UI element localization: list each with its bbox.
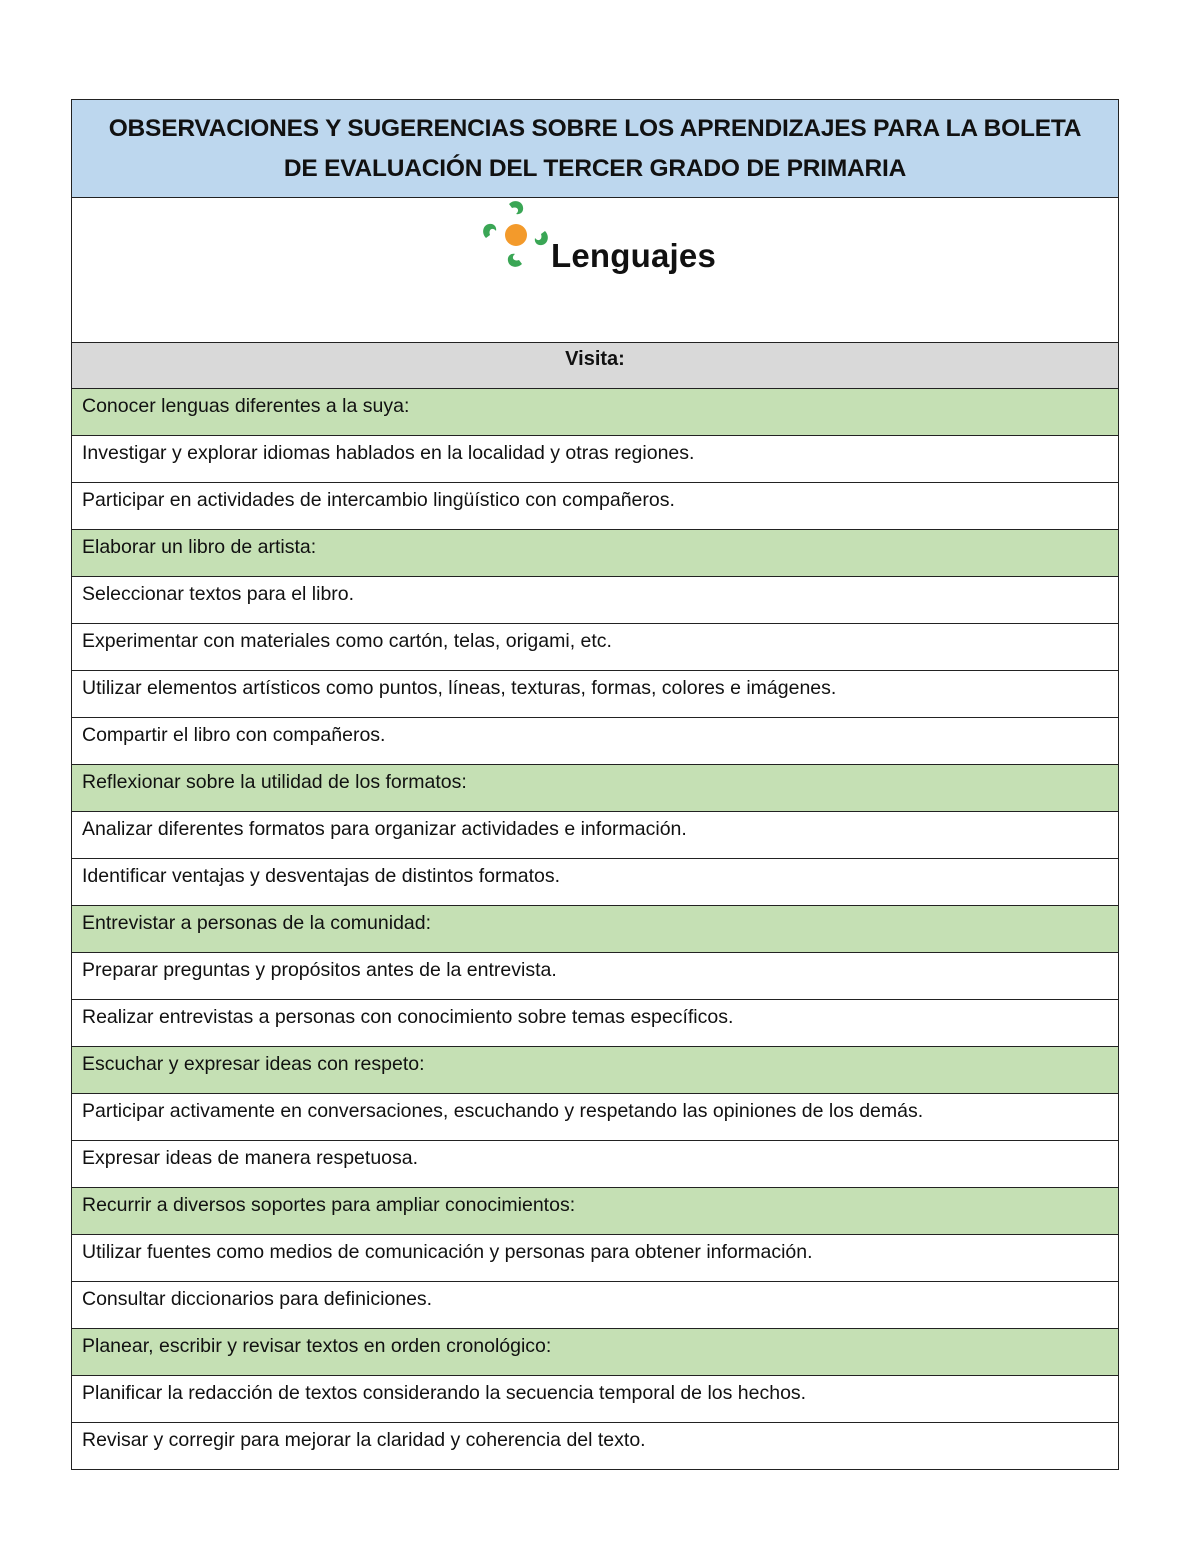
table-row bbox=[72, 577, 1119, 624]
list-item: Utilizar fuentes como medios de comunicación y personas para obtener información. bbox=[72, 1235, 1119, 1282]
section-heading: Planear, escribir y revisar textos en orden cronológico: bbox=[72, 1329, 1119, 1376]
section-heading-row bbox=[72, 906, 1119, 953]
table-row bbox=[72, 624, 1119, 671]
table-row bbox=[72, 953, 1119, 1000]
table-row bbox=[72, 1235, 1119, 1282]
table-row bbox=[72, 1000, 1119, 1047]
list-item: Preparar preguntas y propósitos antes de la entrevista. bbox=[72, 953, 1119, 1000]
logo-label: Lenguajes bbox=[551, 237, 717, 274]
section-heading-row bbox=[72, 530, 1119, 577]
table-row bbox=[72, 483, 1119, 530]
list-item: Revisar y corregir para mejorar la claridad y coherencia del texto. bbox=[72, 1423, 1119, 1470]
title-row bbox=[72, 100, 1119, 198]
section-heading: Recurrir a diversos soportes para ampliar conocimientos: bbox=[72, 1188, 1119, 1235]
table-row bbox=[72, 1376, 1119, 1423]
table-row bbox=[72, 436, 1119, 483]
list-item: Identificar ventajas y desventajas de distintos formatos. bbox=[72, 859, 1119, 906]
table-row bbox=[72, 859, 1119, 906]
list-item: Realizar entrevistas a personas con conocimiento sobre temas específicos. bbox=[72, 1000, 1119, 1047]
table-row bbox=[72, 671, 1119, 718]
list-item: Participar en actividades de intercambio lingüístico con compañeros. bbox=[72, 483, 1119, 530]
section-heading: Reflexionar sobre la utilidad de los formatos: bbox=[72, 765, 1119, 812]
list-item: Planificar la redacción de textos considerando la secuencia temporal de los hechos. bbox=[72, 1376, 1119, 1423]
table-row bbox=[72, 1423, 1119, 1470]
list-item: Investigar y explorar idiomas hablados en la localidad y otras regiones. bbox=[72, 436, 1119, 483]
list-item: Participar activamente en conversaciones, escuchando y respetando las opiniones de los demás. bbox=[72, 1094, 1119, 1141]
section-heading-row bbox=[72, 1329, 1119, 1376]
list-item: Analizar diferentes formatos para organizar actividades e información. bbox=[72, 812, 1119, 859]
list-item: Utilizar elementos artísticos como puntos, líneas, texturas, formas, colores e imágenes. bbox=[72, 671, 1119, 718]
section-heading: Escuchar y expresar ideas con respeto: bbox=[72, 1047, 1119, 1094]
table-row bbox=[72, 1282, 1119, 1329]
document-title bbox=[72, 100, 1119, 198]
section-heading-row bbox=[72, 389, 1119, 436]
list-item: Seleccionar textos para el libro. bbox=[72, 577, 1119, 624]
title-line-2: DE EVALUACIÓN DEL TERCER GRADO DE PRIMARIA bbox=[283, 154, 907, 182]
table-row bbox=[72, 1094, 1119, 1141]
logo-cell bbox=[72, 198, 1119, 343]
speech-swirl-icon bbox=[476, 198, 556, 278]
table-row bbox=[72, 1141, 1119, 1188]
list-item: Experimentar con materiales como cartón, telas, origami, etc. bbox=[72, 624, 1119, 671]
evaluation-sheet bbox=[71, 99, 1119, 1470]
table-row bbox=[72, 812, 1119, 859]
section-heading-row bbox=[72, 765, 1119, 812]
lenguajes-logo bbox=[476, 198, 736, 278]
table-row bbox=[72, 718, 1119, 765]
logo-row bbox=[72, 198, 1119, 343]
title-line-1: OBSERVACIONES Y SUGERENCIAS SOBRE LOS APRENDIZAJES PARA LA BOLETA bbox=[108, 114, 1082, 142]
evaluation-table bbox=[71, 99, 1119, 1470]
visit-label: Visita: bbox=[72, 343, 1119, 389]
section-heading: Elaborar un libro de artista: bbox=[72, 530, 1119, 577]
list-item: Consultar diccionarios para definiciones. bbox=[72, 1282, 1119, 1329]
section-heading: Entrevistar a personas de la comunidad: bbox=[72, 906, 1119, 953]
visit-row bbox=[72, 343, 1119, 389]
section-heading: Conocer lenguas diferentes a la suya: bbox=[72, 389, 1119, 436]
list-item: Compartir el libro con compañeros. bbox=[72, 718, 1119, 765]
section-heading-row bbox=[72, 1188, 1119, 1235]
list-item: Expresar ideas de manera respetuosa. bbox=[72, 1141, 1119, 1188]
section-heading-row bbox=[72, 1047, 1119, 1094]
